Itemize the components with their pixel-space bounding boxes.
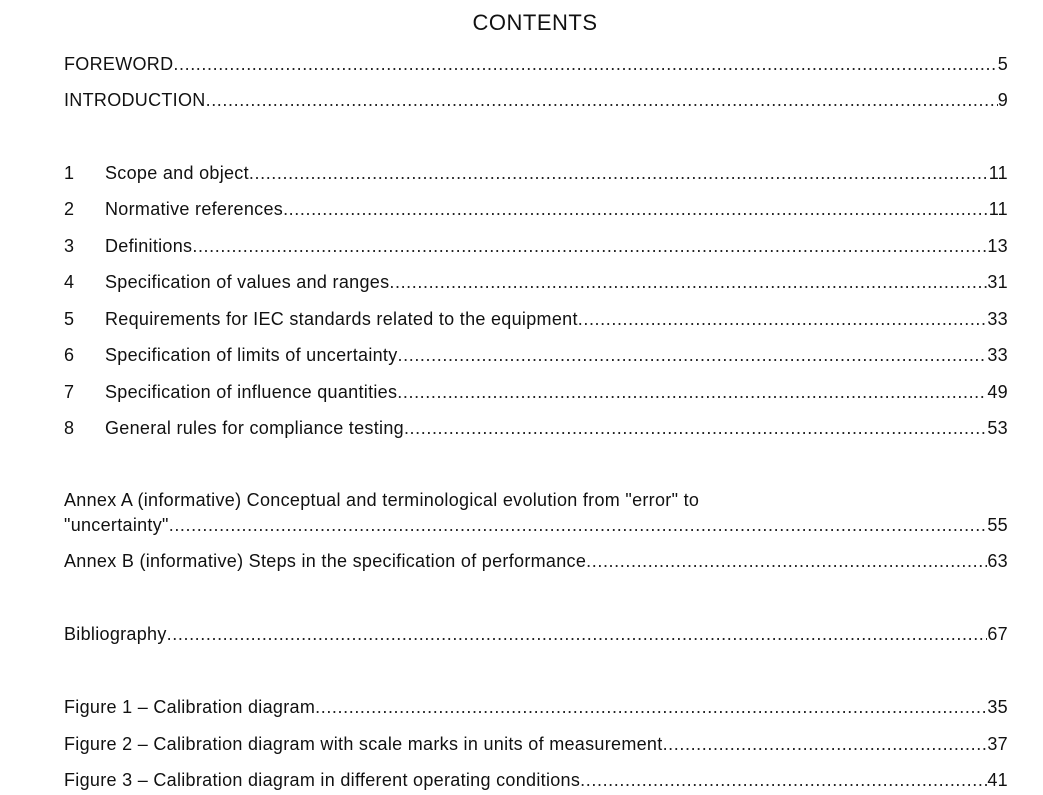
leader-dots	[389, 270, 987, 294]
toc-entry-label: FOREWORD	[64, 54, 174, 74]
toc-entry-annex-a[interactable]	[64, 513, 1008, 537]
toc-entry-label: Specification of limits of uncertainty	[105, 345, 398, 365]
toc-entry-clause-5[interactable]	[64, 307, 1008, 331]
toc-entry-label: Definitions	[105, 236, 193, 256]
toc-entry-figure-2[interactable]	[64, 732, 1008, 756]
toc-entry-page: 37	[987, 734, 1008, 754]
toc-entry-label: Specification of influence quantities	[105, 382, 398, 402]
toc-entry-label: Scope and object	[105, 163, 249, 183]
toc-entry-page: 53	[987, 418, 1008, 438]
toc-entry-figure-1[interactable]	[64, 695, 1008, 719]
toc-entry-clause-3[interactable]	[64, 234, 1008, 258]
toc-entry-page: 55	[987, 515, 1008, 535]
toc-entry-annex-a-line1[interactable]: Annex A (informative) Conceptual and terminological evolution from "error" to	[64, 490, 700, 510]
clause-number: 4	[64, 272, 75, 292]
toc-entry-annex-b[interactable]	[64, 549, 1008, 573]
toc-entry-label: Normative references	[105, 199, 284, 219]
toc-entry-label: Figure 3 – Calibration diagram in different operating conditions	[64, 770, 581, 790]
toc-entry-page: 41	[987, 770, 1008, 790]
leader-dots	[580, 768, 987, 792]
clause-number: 3	[64, 236, 75, 256]
toc-entry-page: 9	[997, 90, 1008, 110]
toc-entry-label: INTRODUCTION	[64, 90, 206, 110]
leader-dots	[398, 343, 988, 367]
toc-entry-foreword[interactable]	[64, 52, 1008, 76]
toc-entry-page: 5	[997, 54, 1008, 74]
toc-entry-label: Annex B (informative) Steps in the specification of performance	[64, 551, 587, 571]
leader-dots	[169, 513, 988, 537]
toc-entry-clause-2[interactable]	[64, 197, 1008, 221]
leader-dots	[315, 695, 987, 719]
toc-entry-clause-8[interactable]	[64, 416, 1008, 440]
toc-entry-clause-4[interactable]	[64, 270, 1008, 294]
clause-number: 6	[64, 345, 75, 365]
toc-entry-label: General rules for compliance testing	[105, 418, 404, 438]
toc-entry-page: 33	[987, 309, 1008, 329]
toc-entry-label: Specification of values and ranges	[105, 272, 390, 292]
toc-entry-label: Figure 2 – Calibration diagram with scale marks in units of measurement	[64, 734, 663, 754]
toc-entry-page: 33	[987, 345, 1008, 365]
clause-number: 1	[64, 163, 75, 183]
leader-dots	[578, 307, 988, 331]
toc-entry-clause-6[interactable]	[64, 343, 1008, 367]
toc-entry-page: 31	[987, 272, 1008, 292]
clause-number: 7	[64, 382, 75, 402]
toc-entry-page: 13	[987, 236, 1008, 256]
leader-dots	[586, 549, 987, 573]
leader-dots	[397, 380, 987, 404]
page-title: CONTENTS	[472, 10, 598, 35]
toc-entry-clause-1[interactable]	[64, 161, 1008, 185]
clause-number: 2	[64, 199, 75, 219]
toc-entry-page: 49	[987, 382, 1008, 402]
leader-dots	[173, 52, 997, 76]
leader-dots	[663, 732, 988, 756]
toc-entry-page: 67	[987, 624, 1008, 644]
clause-number: 5	[64, 309, 75, 329]
leader-dots	[192, 234, 987, 258]
toc-entry-page: 35	[987, 697, 1008, 717]
leader-dots	[167, 622, 988, 646]
clause-number: 8	[64, 418, 75, 438]
toc-entry-bibliography[interactable]	[64, 622, 1008, 646]
leader-dots	[404, 416, 987, 440]
leader-dots	[283, 197, 989, 221]
toc-entry-figure-3[interactable]	[64, 768, 1008, 792]
toc-entry-label: Requirements for IEC standards related to the equipment	[105, 309, 578, 329]
toc-entry-label: "uncertainty"	[64, 515, 169, 535]
toc-entry-page: 63	[987, 551, 1008, 571]
leader-dots	[249, 161, 989, 185]
toc-entry-page: 11	[988, 199, 1008, 219]
toc-entry-clause-7[interactable]	[64, 380, 1008, 404]
toc-entry-introduction[interactable]	[64, 88, 1008, 112]
toc-entry-label: Bibliography	[64, 624, 167, 644]
toc-entry-label: Figure 1 – Calibration diagram	[64, 697, 316, 717]
toc-entry-page: 11	[988, 163, 1008, 183]
leader-dots	[206, 88, 998, 112]
